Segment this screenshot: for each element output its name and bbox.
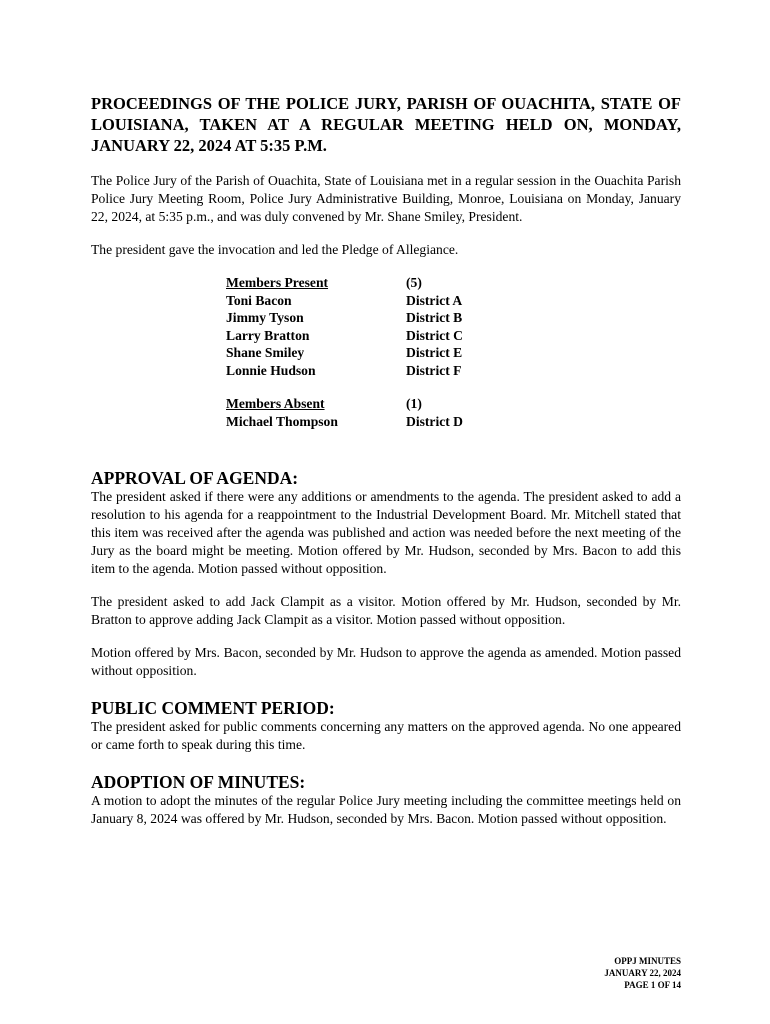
minutes-paragraph: A motion to adopt the minutes of the regular Police Jury meeting including the committee meetings held on January 8, 2024 was offered by Mr. Hudson, seconded by Mrs. Bacon. Motion passed without opposition. [91,793,681,826]
member-row [226,413,681,431]
agenda-paragraph: Motion offered by Mrs. Bacon, seconded by Mr. Hudson to approve the agenda as amended. Motion passed without opposition. [91,645,681,678]
member-district: District C [406,327,463,343]
section-heading-approval-of-agenda: APPROVAL OF AGENDA: [91,468,299,488]
footer-page-number: PAGE 1 OF 14 [624,980,681,990]
agenda-paragraph: The president asked to add Jack Clampit as a visitor. Motion offered by Mr. Hudson, seconded by Mr. Bratton to approve adding Jack Clampit as a visitor. Motion passed without opposition. [91,594,681,627]
members-absent-count: (1) [406,396,422,411]
members-absent-heading: Members Absent [226,396,325,411]
member-row [226,327,681,345]
member-district: District E [406,345,463,360]
member-name: Jimmy Tyson [226,310,304,325]
member-name: Michael Thompson [226,413,338,429]
members-absent-header [226,395,681,413]
member-district: District D [406,413,463,429]
footer-line: JANUARY 22, 2024 [604,968,681,978]
member-district: District A [406,292,463,308]
section-heading-adoption-of-minutes: ADOPTION OF MINUTES: [91,772,306,792]
attendance-table [226,274,681,430]
member-name: Lonnie Hudson [226,362,316,378]
footer-line: OPPJ MINUTES [614,956,681,966]
member-district: District B [406,310,463,325]
section-heading-public-comment: PUBLIC COMMENT PERIOD: [91,698,335,718]
member-name: Shane Smiley [226,345,305,360]
member-row [226,344,681,362]
page-footer [604,955,681,991]
member-row [226,362,681,380]
document-title: PROCEEDINGS OF THE POLICE JURY, PARISH OF OUACHITA, STATE OF LOUISIANA, TAKEN AT A REGULAR MEETING HELD ON, MONDAY, JANUARY 22, 2024 AT 5:35 P.M. [91,94,681,155]
member-name: Toni Bacon [226,292,292,308]
member-row [226,292,681,310]
member-name: Larry Bratton [226,327,310,343]
members-present-heading: Members Present [226,275,329,290]
invocation-paragraph: The president gave the invocation and led the Pledge of Allegiance. [91,242,459,257]
agenda-paragraph: The president asked if there were any additions or amendments to the agenda. The president asked to add a resolution to his agenda for a reappointment to the Industrial Development Board. Mr. Mitchell stated that this item was received after the agenda was published and action was needed before the next meeting of the Jury as the board might be meeting. Motion offered by Mr. Hudson, seconded by Mrs. Bacon to add this item to the agenda. Motion passed without opposition. [91,489,681,576]
document-body [91,93,681,843]
member-row [226,309,681,327]
intro-paragraph: The Police Jury of the Parish of Ouachita, State of Louisiana met in a regular session in the Ouachita Parish Police Jury Meeting Room, Police Jury Administrative Building, Monroe, Louisiana on Monday, January 22, 2024, at 5:35 p.m., and was duly convened by Mr. Shane Smiley, President. [91,173,681,224]
public-comment-paragraph: The president asked for public comments concerning any matters on the approved agenda. No one appeared or came forth to speak during this time. [91,719,681,752]
spacer [226,379,681,395]
member-district: District F [406,362,462,378]
members-present-header [226,274,681,292]
members-present-count: (5) [406,275,422,290]
